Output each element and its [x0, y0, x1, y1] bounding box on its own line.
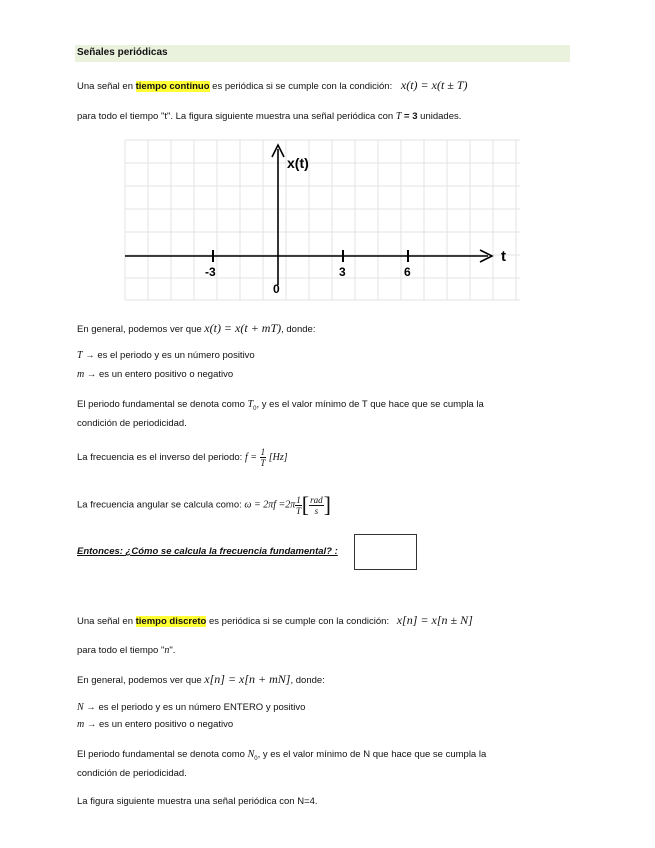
general-continuous-line [77, 321, 315, 336]
tick-label: 3 [339, 265, 346, 279]
definition-T [77, 350, 255, 361]
tick-label: -3 [205, 265, 216, 279]
graph-grid [125, 140, 520, 300]
subscript: 0 [253, 405, 257, 412]
arrow-right-icon: → [82, 350, 98, 361]
denominator: T [260, 458, 266, 468]
definition-N [77, 702, 305, 713]
unit-fraction [309, 495, 324, 516]
symbol-m: m [77, 369, 85, 380]
answer-box[interactable] [354, 534, 417, 570]
text: para todo el tiempo " [77, 645, 165, 656]
denominator: s [314, 505, 319, 516]
text: En general, podemos ver que [77, 675, 205, 686]
arrow-right-icon: → [84, 719, 100, 730]
text: El periodo fundamental se denota como [77, 749, 248, 760]
text: , donde: [281, 324, 316, 335]
discrete-definition [77, 613, 473, 628]
text: La frecuencia es el inverso del periodo: [77, 452, 245, 464]
text: para todo el tiempo "t". La figura siguiente muestra una señal periódica con [77, 111, 396, 122]
text: Una señal en [77, 616, 136, 627]
text: es el periodo y es un número positivo [97, 350, 255, 361]
text: es periódica si se cumple con la condición: [206, 616, 390, 627]
question-fundamental-frequency: Entonces: ¿Cómo se calcula la frecuencia fundamental? : [77, 546, 338, 557]
discrete-all-time-line [77, 645, 175, 656]
symbol-N0: N [247, 749, 255, 760]
symbol-T: T [77, 350, 83, 361]
origin-label: 0 [273, 282, 280, 296]
denominator: T [296, 505, 302, 516]
fundamental-period-line-1 [77, 399, 484, 412]
definition-m [77, 369, 233, 380]
y-axis-label: x(t) [287, 155, 309, 171]
discrete-periodicity-formula: x[n] = x[n ± N] [396, 613, 473, 627]
text: En general, podemos ver que [77, 324, 205, 335]
symbol-m: m [77, 719, 85, 730]
continuous-definition [77, 78, 468, 93]
continuous-periodicity-formula: x(t) = x(t ± T) [400, 78, 468, 92]
periodic-signal-graph [120, 135, 525, 305]
frequency-lhs: f = [244, 452, 257, 464]
left-bracket: [ [301, 492, 310, 517]
text: es el periodo y es un número ENTERO y positivo [98, 702, 306, 713]
angular-frequency-line [77, 492, 331, 518]
subscript: 0 [254, 755, 258, 762]
continuous-example-line [77, 111, 461, 122]
text: El periodo fundamental se denota como [77, 399, 248, 410]
x-axis-label: t [501, 248, 506, 265]
general-discrete-formula: x[n] = x[n + mN] [204, 672, 291, 686]
text: es un entero positivo o negativo [99, 369, 234, 380]
text: es un entero positivo o negativo [99, 719, 234, 730]
symbol-T: T [395, 111, 402, 122]
unit: Hz [272, 452, 284, 464]
angular-lhs: ω = 2πf =2π [244, 499, 296, 511]
right-bracket: ] [323, 492, 331, 517]
numerator: 1 [296, 494, 301, 505]
arrow-right-icon: → [83, 702, 99, 713]
general-discrete-line [77, 672, 325, 687]
symbol-N: N [77, 702, 84, 713]
fraction [260, 447, 267, 468]
text: Una señal en [77, 81, 136, 92]
text: , donde: [290, 675, 325, 686]
text: es periódica si se cumple con la condición: [209, 81, 393, 92]
numerator: rad [310, 494, 323, 505]
fundamental-period-line-2: condición de periodicidad. [77, 418, 187, 429]
numerator: 1 [260, 447, 266, 457]
text: ". [169, 645, 176, 656]
period-value: = 3 [401, 111, 418, 122]
arrow-right-icon: → [84, 369, 100, 380]
section-title: Señales periódicas [77, 47, 168, 58]
text: , y es el valor mínimo de T que hace que se cumpla la [256, 399, 484, 410]
highlight-continuous-time: tiempo continuo [135, 81, 210, 92]
discrete-figure-intro: La figura siguiente muestra una señal periódica con N=4. [77, 796, 318, 807]
frequency-line [77, 447, 288, 468]
highlight-discrete-time: tiempo discreto [135, 616, 207, 627]
symbol-n: n [164, 645, 170, 656]
definition-m-discrete [77, 719, 233, 730]
fundamental-period-discrete-line-2: condición de periodicidad. [77, 768, 187, 779]
general-continuous-formula: x(t) = x(t + mT) [204, 321, 282, 335]
symbol-T0: T [247, 399, 254, 410]
text: unidades. [417, 111, 462, 122]
text: La frecuencia angular se calcula como: [77, 499, 245, 511]
fundamental-period-discrete-line-1 [77, 749, 486, 762]
tick-label: 6 [404, 265, 411, 279]
frequency-unit: [Hz] [268, 452, 288, 464]
text: , y es el valor mínimo de N que hace que se cumpla la [257, 749, 487, 760]
